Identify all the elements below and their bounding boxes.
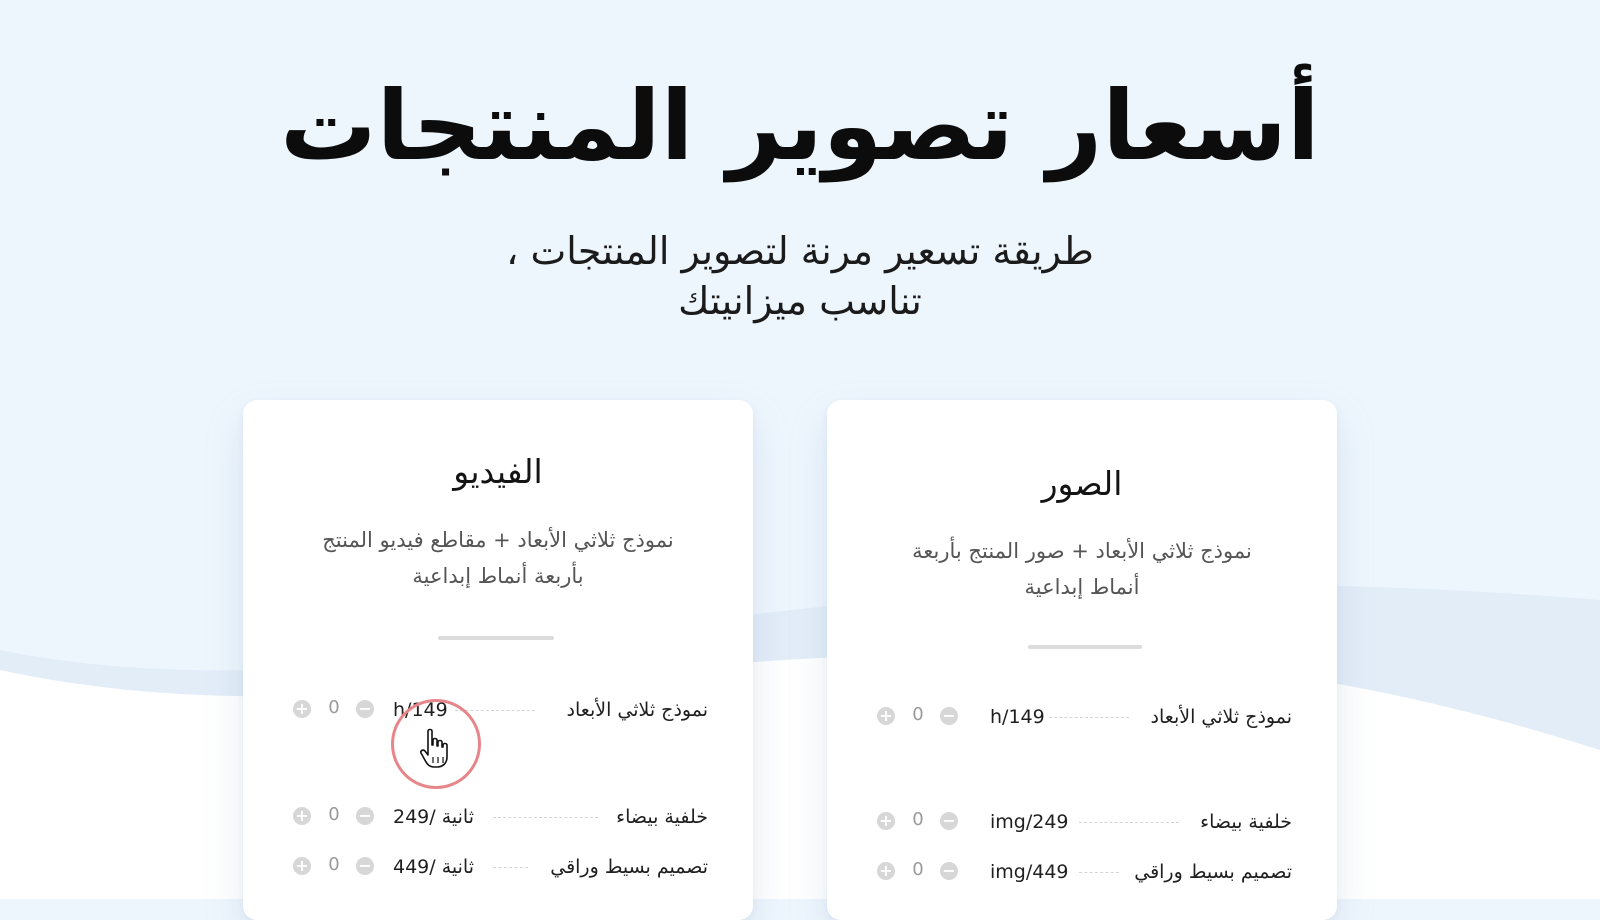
plus-circle-icon[interactable]: + <box>877 707 895 725</box>
video-price-row-3d-model <box>243 695 753 725</box>
photo-price-row-minimal-design <box>827 857 1337 887</box>
minus-circle-icon[interactable]: − <box>940 707 958 725</box>
leader-dots <box>493 867 528 868</box>
leader-dots <box>1079 822 1179 823</box>
background-wave <box>0 560 1600 899</box>
video-card-title: الفيديو <box>453 452 543 491</box>
quantity-value: 0 <box>328 854 340 875</box>
video-pricing-card <box>243 400 753 920</box>
photo-pricing-card <box>827 400 1337 920</box>
photo-price-row-white-background <box>827 807 1337 837</box>
quantity-value: 0 <box>328 804 340 825</box>
video-price-row-white-background <box>243 802 753 832</box>
minus-circle-icon[interactable]: − <box>940 862 958 880</box>
price-value: img/449 <box>990 861 1069 883</box>
plus-circle-icon[interactable]: + <box>877 862 895 880</box>
minus-circle-icon[interactable]: − <box>356 700 374 718</box>
quantity-stepper <box>293 806 379 828</box>
minus-circle-icon[interactable]: − <box>356 807 374 825</box>
price-row-label: نموذج ثلاثي الأبعاد <box>1150 706 1292 728</box>
price-row-label: خلفية بيضاء <box>1200 811 1292 833</box>
price-row-label: نموذج ثلاثي الأبعاد <box>566 699 708 721</box>
quantity-stepper <box>877 706 963 728</box>
hand-pointer-icon <box>419 728 453 770</box>
price-value: img/249 <box>990 811 1069 833</box>
leader-dots <box>1049 717 1129 718</box>
photo-price-row-3d-model <box>827 702 1337 732</box>
quantity-value: 0 <box>912 704 924 725</box>
minus-circle-icon[interactable]: − <box>356 857 374 875</box>
video-card-divider <box>438 636 554 640</box>
plus-circle-icon[interactable]: + <box>877 812 895 830</box>
price-row-label: تصميم بسيط وراقي <box>1134 861 1292 883</box>
page-title: أسعار تصوير المنتجات <box>280 70 1320 182</box>
price-value: 249/ ثانية <box>393 806 475 828</box>
photo-card-divider <box>1028 645 1142 649</box>
quantity-stepper <box>293 856 379 878</box>
quantity-stepper <box>877 811 963 833</box>
quantity-value: 0 <box>912 859 924 880</box>
price-row-label: خلفية بيضاء <box>616 806 708 828</box>
plus-circle-icon[interactable]: + <box>293 807 311 825</box>
minus-circle-icon[interactable]: − <box>940 812 958 830</box>
page-subtitle <box>0 226 1600 326</box>
quantity-stepper <box>877 861 963 883</box>
price-value: h/149 <box>990 706 1045 728</box>
photo-card-title: الصور <box>1041 464 1123 503</box>
subtitle-line-1: طريقة تسعير مرنة لتصوير المنتجات ، <box>506 229 1094 273</box>
plus-circle-icon[interactable]: + <box>293 700 311 718</box>
leader-dots <box>493 817 598 818</box>
quantity-stepper <box>293 699 379 721</box>
leader-dots <box>1079 872 1119 873</box>
quantity-value: 0 <box>328 697 340 718</box>
subtitle-line-2: تناسب ميزانيتك <box>678 279 922 323</box>
video-price-row-minimal-design <box>243 852 753 882</box>
plus-circle-icon[interactable]: + <box>293 857 311 875</box>
photo-card-description: نموذج ثلاثي الأبعاد + صور المنتج بأربعة أنماط إبداعية <box>912 539 1252 599</box>
price-row-label: تصميم بسيط وراقي <box>550 856 708 878</box>
quantity-value: 0 <box>912 809 924 830</box>
price-value: h/149 <box>393 699 448 721</box>
video-card-description: نموذج ثلاثي الأبعاد + مقاطع فيديو المنتج بأربعة أنماط إبداعية <box>322 528 674 588</box>
price-value: 449/ ثانية <box>393 856 475 878</box>
